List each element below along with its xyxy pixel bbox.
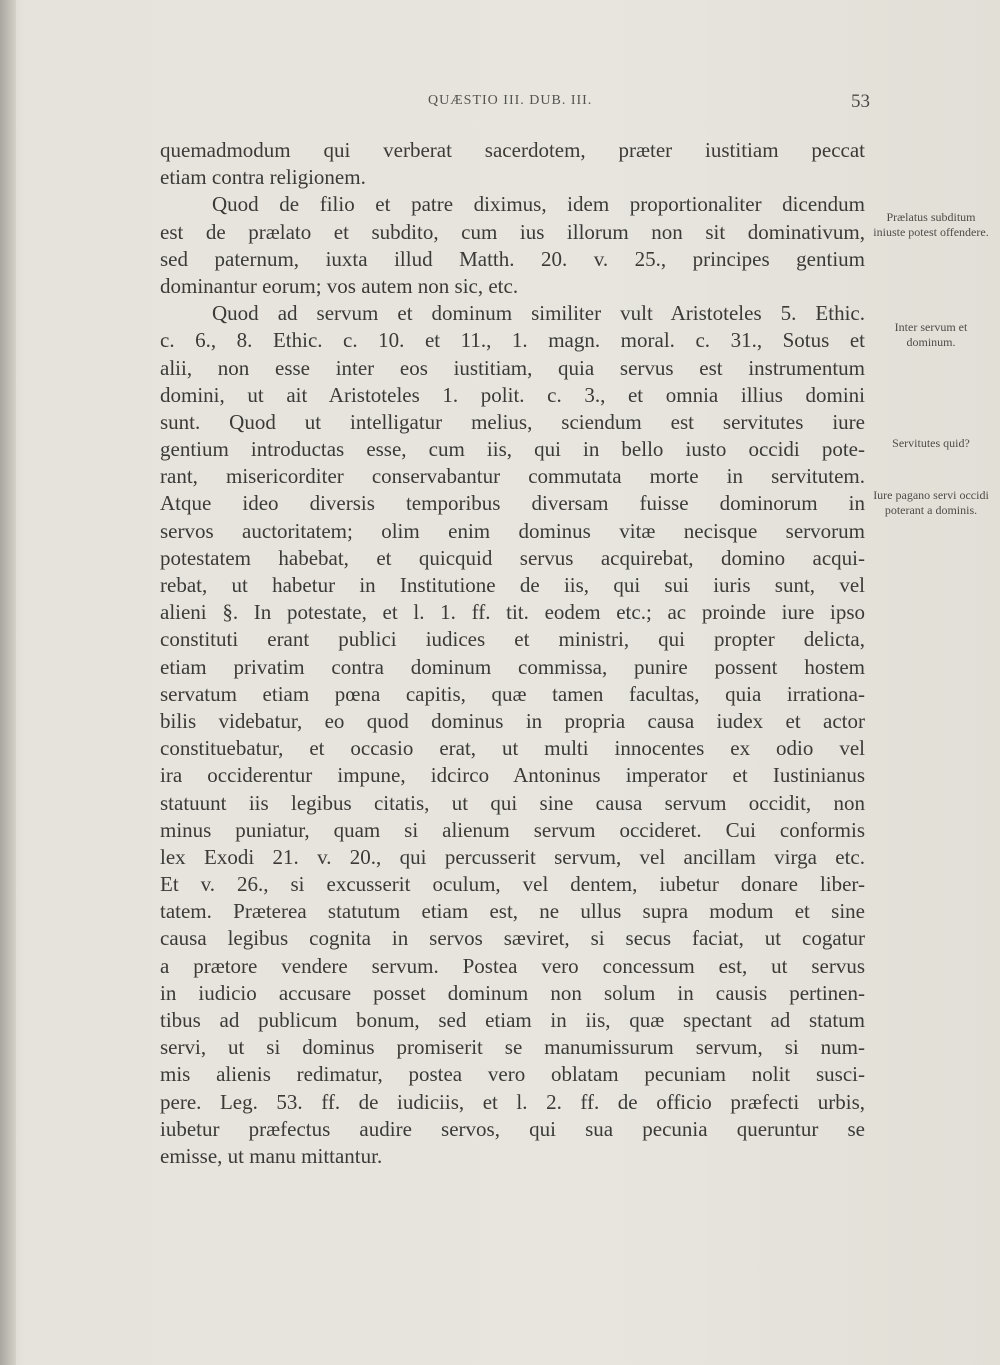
text-line: servos auctoritatem; olim enim dominus vitæ necisque servorum [160, 518, 865, 543]
text-line: c. 6., 8. Ethic. c. 10. et 11., 1. magn. moral. c. 31., Sotus et [160, 328, 865, 353]
text-line: etiam contra religionem. [160, 165, 366, 190]
text-line: sed paternum, iuxta illud Matth. 20. v. 25., principes gentium [160, 246, 865, 271]
text-line: tibus ad publicum bonum, sed etiam in iis, quæ spectant ad statum [160, 1008, 865, 1032]
book-spine-shadow [0, 0, 16, 1365]
margin-note-servum: Inter servum et dominum. [894, 320, 968, 349]
text-line: minus puniatur, quam si alienum servum occideret. Cui conformis [160, 817, 865, 842]
text-line: in iudicio accusare posset dominum non solum in causis pertinen- [160, 980, 865, 1005]
text-line: sunt. Quod ut intelligatur melius, sciendum est servitutes iure [160, 409, 865, 434]
text-line: est de prælato et subdito, cum ius illorum non sit dominativum, [160, 219, 865, 244]
margin-note-prelatus: Prælatus subditum iniuste potest offendere. [873, 210, 989, 239]
text-line: alii, non esse inter eos iustitiam, quia servus est instrumentum [160, 355, 865, 380]
page-number: 53 [851, 91, 870, 112]
margin-note-iure-pagano: Iure pagano servi occidi poterant a dominis. [873, 488, 989, 517]
text-line: ira occiderentur impune, idcirco Antoninus imperator et Iustinianus [160, 763, 865, 788]
text-line: servi, ut si dominus promiserit se manumissurum servum, si num- [160, 1035, 865, 1060]
text-line: iubetur præfectus audire servos, qui sua pecunia queruntur se [160, 1116, 865, 1141]
text-line: domini, ut ait Aristoteles 1. polit. c. 3., et omnia illius domini [160, 382, 865, 407]
text-line: potestatem habebat, et quicquid servus acquirebat, domino acqui- [160, 545, 865, 570]
text-line: lex Exodi 21. v. 20., qui percusserit servum, vel ancillam virga etc. [160, 844, 865, 869]
text-line: a prætore vendere servum. Postea vero concessum est, ut servus [160, 953, 865, 978]
text-line: constituti erant publici iudices et ministri, qui propter delicta, [160, 627, 865, 652]
text-line: etiam privatim contra dominum commissa, punire possent hostem [160, 654, 865, 679]
margin-note-servitutes: Servitutes quid? [892, 436, 970, 450]
text-line: quemadmodum qui verberat sacerdotem, præter iustitiam peccat [160, 138, 865, 162]
text-line: bilis videbatur, eo quod dominus in propria causa iudex et actor [160, 708, 865, 733]
text-line: mis alienis redimatur, postea vero oblatam pecuniam nolit susci- [160, 1062, 865, 1087]
text-line: Quod de filio et patre diximus, idem proportionaliter dicendum [212, 192, 865, 217]
text-line: constituebatur, et occasio erat, ut multi innocentes ex odio vel [160, 736, 865, 761]
text-line: dominantur eorum; vos autem non sic, etc. [160, 273, 519, 298]
text-line: statuunt iis legibus citatis, ut qui sine causa servum occidit, non [160, 790, 865, 815]
text-line: causa legibus cognita in servos sæviret, si secus faciat, ut cogatur [160, 926, 865, 951]
running-title: QUÆSTIO III. DUB. III. [428, 93, 593, 108]
text-line: Atque ideo diversis temporibus diversam fuisse dominorum in [160, 491, 865, 516]
main-text [160, 137, 865, 1170]
text-line: rant, misericorditer conservabantur commutata morte in servitutem. [160, 464, 865, 489]
text-line: gentium introductas esse, cum iis, qui in bello iusto occidi pote- [160, 437, 865, 462]
text-line: Et v. 26., si excusserit oculum, vel dentem, iubetur donare liber- [160, 872, 865, 897]
text-line: tatem. Præterea statutum etiam est, ne ullus supra modum et sine [160, 899, 865, 924]
page-header [160, 93, 870, 123]
text-line: emisse, ut manu mittantur. [160, 1143, 383, 1168]
text-line: alieni §. In potestate, et l. 1. ff. tit. eodem etc.; ac proinde iure ipso [160, 600, 865, 625]
text-line: servatum etiam pœna capitis, quæ tamen facultas, quia irrationa- [160, 681, 865, 706]
text-line: rebat, ut habetur in Institutione de iis, qui sui iuris sunt, vel [160, 573, 865, 597]
text-line: Quod ad servum et dominum similiter vult Aristoteles 5. Ethic. [212, 301, 865, 326]
text-line: pere. Leg. 53. ff. de iudiciis, et l. 2. ff. de officio præfecti urbis, [160, 1089, 865, 1114]
